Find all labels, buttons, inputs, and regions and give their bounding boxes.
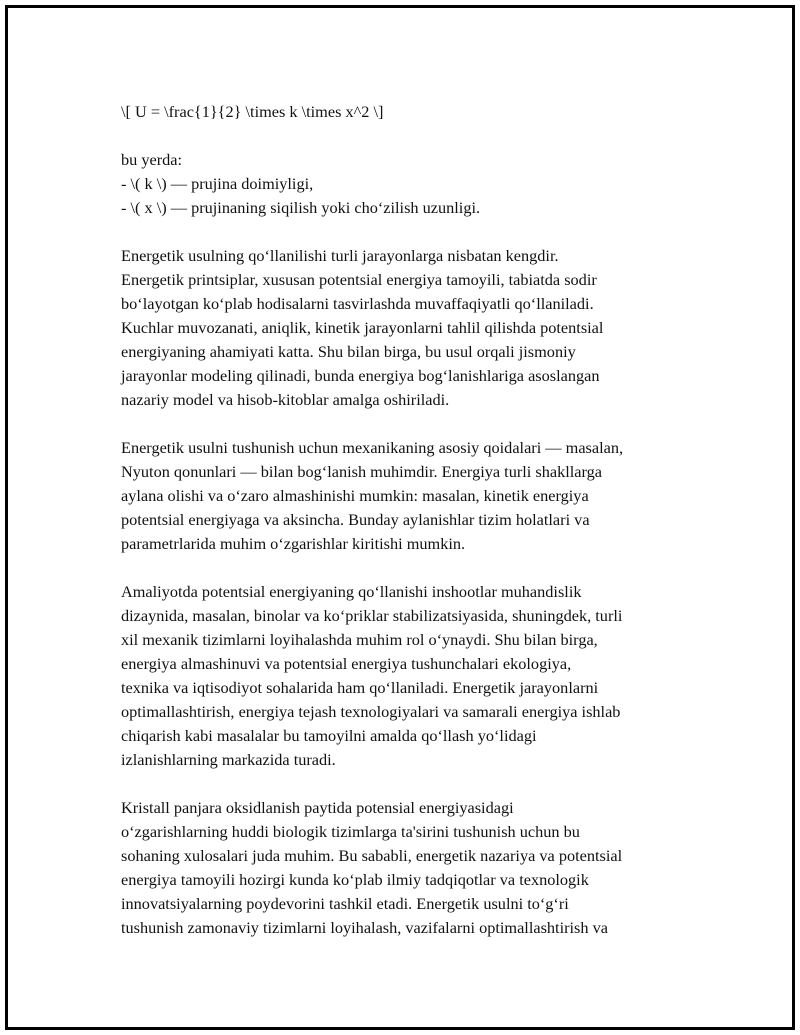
- paragraph-line: nazariy model va hisob-kitoblar amalga oshiriladi.: [121, 390, 450, 409]
- paragraph-1: [121, 244, 721, 412]
- paragraph-line: Kristall panjara oksidlanish paytida potensial energiyasidagi: [121, 798, 514, 817]
- paragraph-2: [121, 436, 721, 556]
- paragraph-line: sohaning xulosalari juda muhim. Bu sababli, energetik nazariya va potentsial: [121, 846, 623, 865]
- formula-block: [121, 100, 721, 124]
- paragraph-line: xil mexanik tizimlarni loyihalashda muhim rol o‘ynaydi. Shu bilan birga,: [121, 630, 598, 649]
- paragraph-line: aylana olishi va o‘zaro almashinishi mumkin: masalan, kinetik energiya: [121, 486, 589, 505]
- paragraph-line: Energetik usulni tushunish uchun mexanikaning asosiy qoidalari — masalan,: [121, 438, 624, 457]
- page-frame: [5, 5, 795, 1030]
- paragraph-line: jarayonlar modeling qilinadi, bunda energiya bog‘lanishlariga asoslangan: [121, 366, 600, 385]
- paragraph-line: Amaliyotda potentsial energiyaning qo‘llanishi inshootlar muhandislik: [121, 582, 582, 601]
- formula-text: \[ U = \frac{1}{2} \times k \times x^2 \]: [121, 102, 384, 121]
- paragraph-4: [121, 796, 721, 940]
- paragraph-line: innovatsiyalarning poydevorini tashkil etadi. Energetik usulni to‘g‘ri: [121, 894, 569, 913]
- page-content: [121, 100, 721, 964]
- paragraph-line: tushunish zamonaviy tizimlarni loyihalash, vazifalarni optimallashtirish va: [121, 918, 608, 937]
- paragraph-line: optimallashtirish, energiya tejash texnologiyalari va samarali energiya ishlab: [121, 702, 621, 721]
- paragraph-line: izlanishlarning markazida turadi.: [121, 750, 336, 769]
- paragraph-line: bo‘layotgan ko‘plab hodisalarni tasvirlashda muvaffaqiyatli qo‘llaniladi.: [121, 294, 594, 313]
- paragraph-line: potentsial energiyaga va aksincha. Bunday aylanishlar tizim holatlari va: [121, 510, 590, 529]
- paragraph-line: energiya almashinuvi va potentsial energiya tushunchalari ekologiya,: [121, 654, 572, 673]
- paragraph-line: chiqarish kabi masalalar bu tamoyilni amalda qo‘llash yo‘lidagi: [121, 726, 537, 745]
- paragraph-line: energiya tamoyili hozirgi kunda ko‘plab ilmiy tadqiqotlar va texnologik: [121, 870, 589, 889]
- paragraph-line: Kuchlar muvozanati, aniqlik, kinetik jarayonlarni tahlil qilishda potentsial: [121, 318, 604, 337]
- paragraph-line: dizaynida, masalan, binolar va ko‘priklar stabilizatsiyasida, shuningdek, turli: [121, 606, 623, 625]
- paragraph-line: parametrlarida muhim o‘zgarishlar kiritishi mumkin.: [121, 534, 466, 553]
- paragraph-line: o‘zgarishlarning huddi biologik tizimlarga ta'sirini tushunish uchun bu: [121, 822, 580, 841]
- paragraph-line: Nyuton qonunlari — bilan bog‘lanish muhimdir. Energiya turli shakllarga: [121, 462, 602, 481]
- paragraph-line: Energetik usulning qo‘llanilishi turli jarayonlarga nisbatan kengdir.: [121, 246, 559, 265]
- definitions-block: [121, 148, 721, 220]
- definition-item-k: - \( k \) — prujina doimiyligi,: [121, 174, 314, 193]
- definitions-intro: bu yerda:: [121, 150, 183, 169]
- paragraph-line: energiyaning ahamiyati katta. Shu bilan birga, bu usul orqali jismoniy: [121, 342, 576, 361]
- paragraph-line: texnika va iqtisodiyot sohalarida ham qo‘llaniladi. Energetik jarayonlarni: [121, 678, 599, 697]
- definition-item-x: - \( x \) — prujinaning siqilish yoki cho‘zilish uzunligi.: [121, 198, 481, 217]
- paragraph-line: Energetik printsiplar, xususan potentsial energiya tamoyili, tabiatda sodir: [121, 270, 597, 289]
- paragraph-3: [121, 580, 721, 772]
